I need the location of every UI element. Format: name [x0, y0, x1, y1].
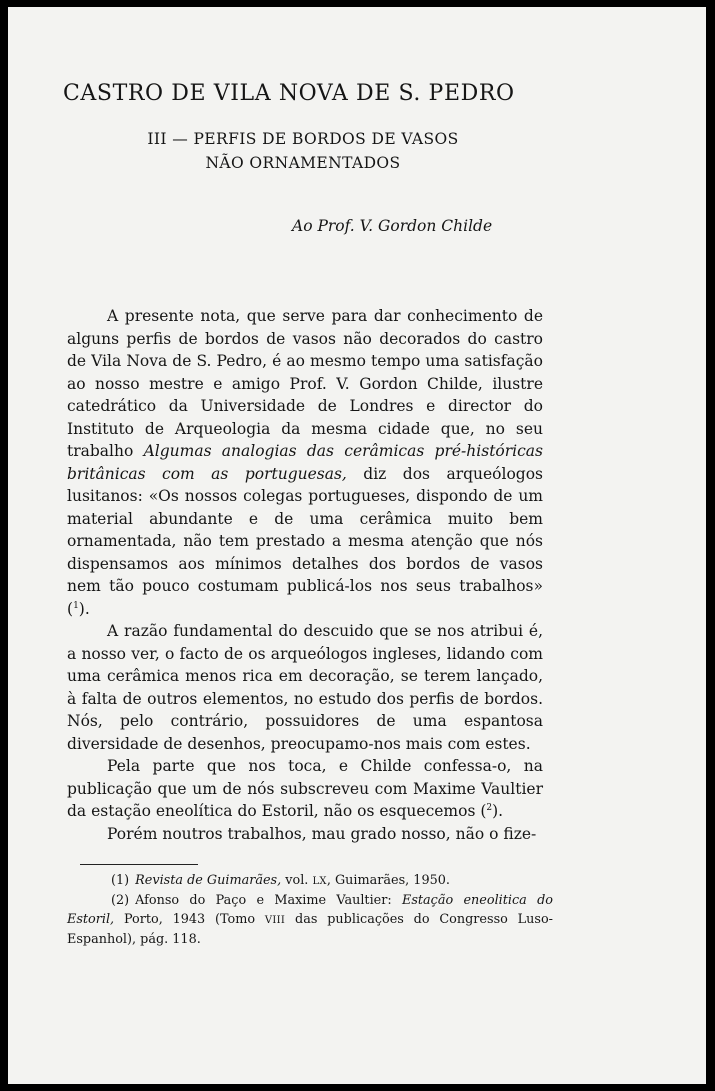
footnote-ref-2: 2 — [486, 802, 493, 813]
body-text — [67, 305, 543, 845]
document-page — [6, 5, 708, 1086]
footnote-1-mark: (1) — [111, 873, 130, 888]
paragraph-2: A razão fundamental do descuido que se nos atribui é, a nosso ver, o facto de os arqueólogos ingleses, lidando com uma cerâmica menos rica em decoração, se terem lançado, à falta de outros elementos, no estudo dos perfis de bordos. Nós, pelo contrário, possuidores de uma espantosa diversidade de desenhos, preocupamo-nos mais com estes. — [67, 622, 543, 753]
footnote-ref-1: 1 — [73, 600, 79, 611]
footnote-1-journal: Revista de Guimarães, — [135, 873, 282, 888]
cited-work-title: Algumas analogias das cerâmicas pré-históricas britânicas com as portuguesas, — [67, 442, 543, 483]
footnote-2-place: Porto, 1943 (Tomo — [114, 912, 256, 927]
footnote-2 — [67, 891, 553, 949]
footnotes — [67, 871, 553, 949]
footnote-2-title: Estação eneolitica do Estoril, — [67, 893, 553, 927]
subtitle-line-1: III — PERFIS DE BORDOS DE VASOS — [147, 130, 459, 148]
dedication: Ao Prof. V. Gordon Childe — [292, 217, 493, 235]
footnote-2-mark: (2) — [111, 893, 130, 908]
article-subtitle — [138, 127, 468, 175]
paragraph-3-close: ). — [492, 802, 504, 820]
footnote-2-tome-number: VIII — [264, 915, 286, 926]
footnote-1-volume-number: LX — [312, 876, 327, 887]
footnote-1-rest: , Guimarães, 1950. — [326, 873, 450, 888]
footnote-2-rest: das publicações do Congresso Luso-Espanhol), pág. 118. — [67, 912, 553, 947]
footnote-1-vol: vol. — [285, 873, 309, 888]
paragraph-4: Porém noutros trabalhos, mau grado nosso, não o fize- — [107, 824, 537, 843]
footnote-1 — [67, 871, 553, 891]
paragraph-1 — [67, 305, 543, 620]
footnote-divider — [80, 864, 198, 865]
paragraph-3-text: Pela parte que nos toca, e Childe confessa-o, na publicação que um de nós subscreveu com Maxime Vaultier da estação eneolítica do Estoril, não os esquecemos ( — [67, 757, 543, 820]
paragraph-3 — [67, 755, 543, 823]
footnote-2-authors: Afonso do Paço e Maxime Vaultier: — [135, 893, 392, 908]
paragraph-1-close: ). — [78, 599, 90, 618]
paragraph-1-start: A presente nota, que serve para dar conhecimento de alguns perfis de bordos de vasos não decorados do castro de Vila Nova de S. Pedro, é ao mesmo tempo uma satisfação ao nosso mestre e amigo Prof. V. Gordon Childe, ilustre catedrático da Universidade de Londres e director do Instituto de Arqueologia da mesma cidade que, no seu trabalho — [67, 307, 543, 460]
article-title: CASTRO DE VILA NOVA DE S. PEDRO — [63, 81, 515, 106]
paragraph-1-quote: diz dos arqueólogos lusitanos: «Os nossos colegas portugueses, dispondo de um material abundante e de uma cerâmica muito bem ornamentada, não tem prestado a mesma atenção que nós dispensamos aos mínimos detalhes dos bordos de vasos nem tão pouco costumam publicá-los nos seus trabalhos» ( — [67, 464, 544, 618]
subtitle-line-2: NÃO ORNAMENTADOS — [205, 154, 401, 172]
